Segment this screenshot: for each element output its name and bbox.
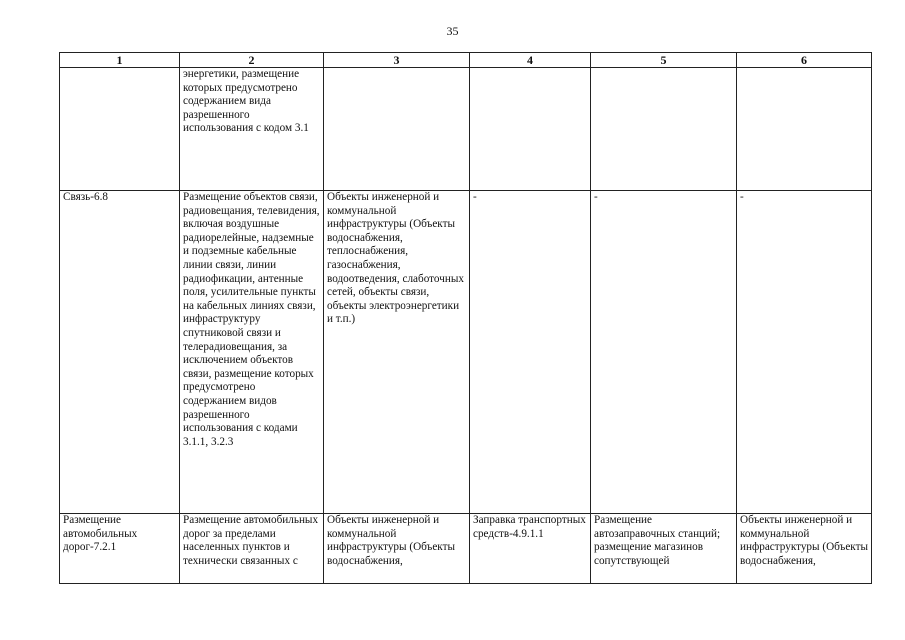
table-cell: Объекты инженерной и коммунальной инфраструктуры (Объекты водоснабжения, теплоснабжения, газоснабжения, водоотведения, слаботочных сетей, объекты связи, объекты электроэнергетики и т.п.) [324,191,470,514]
table-cell: Объекты инженерной и коммунальной инфраструктуры (Объекты водоснабжения, [737,514,872,584]
page-number: 35 [446,24,459,38]
column-header-3: 3 [324,53,470,68]
table-cell: Размещение автомобильных дорог-7.2.1 [60,514,180,584]
table-cell: Заправка транспортных средств-4.9.1.1 [470,514,591,584]
column-header-2: 2 [180,53,324,68]
table-cell: Объекты инженерной и коммунальной инфраструктуры (Объекты водоснабжения, [324,514,470,584]
land-use-table [59,52,872,584]
table-cell: - [470,191,591,514]
table-cell [591,68,737,191]
column-header-5: 5 [591,53,737,68]
table-cell: Размещение автозаправочных станций; размещение магазинов сопутствующей [591,514,737,584]
header-row [60,53,872,68]
table-row [60,191,872,514]
table-cell: Размещение объектов связи, радиовещания, телевидения, включая воздушные радиорелейные, надземные и подземные кабельные линии связи, линии радиофикации, антенные поля, усилительные пункты на кабельных линиях связи, инфраструктуру спутниковой связи и телерадиовещания, за исключением объектов связи, размещение которых предусмотрено содержанием видов разрешенного использования с кодами 3.1.1, 3.2.3 [180,191,324,514]
table-cell: - [591,191,737,514]
table-row [60,514,872,584]
table-cell: Размещение автомобильных дорог за пределами населенных пунктов и технически связанных с [180,514,324,584]
column-header-1: 1 [60,53,180,68]
table-cell [60,68,180,191]
table-cell [470,68,591,191]
table-cell [324,68,470,191]
table-cell [737,68,872,191]
table-row [60,68,872,191]
column-header-6: 6 [737,53,872,68]
column-header-4: 4 [470,53,591,68]
table-cell: - [737,191,872,514]
table-cell: Связь-6.8 [60,191,180,514]
table-cell: энергетики, размещение которых предусмотрено содержанием вида разрешенного использования с кодом 3.1 [180,68,324,191]
